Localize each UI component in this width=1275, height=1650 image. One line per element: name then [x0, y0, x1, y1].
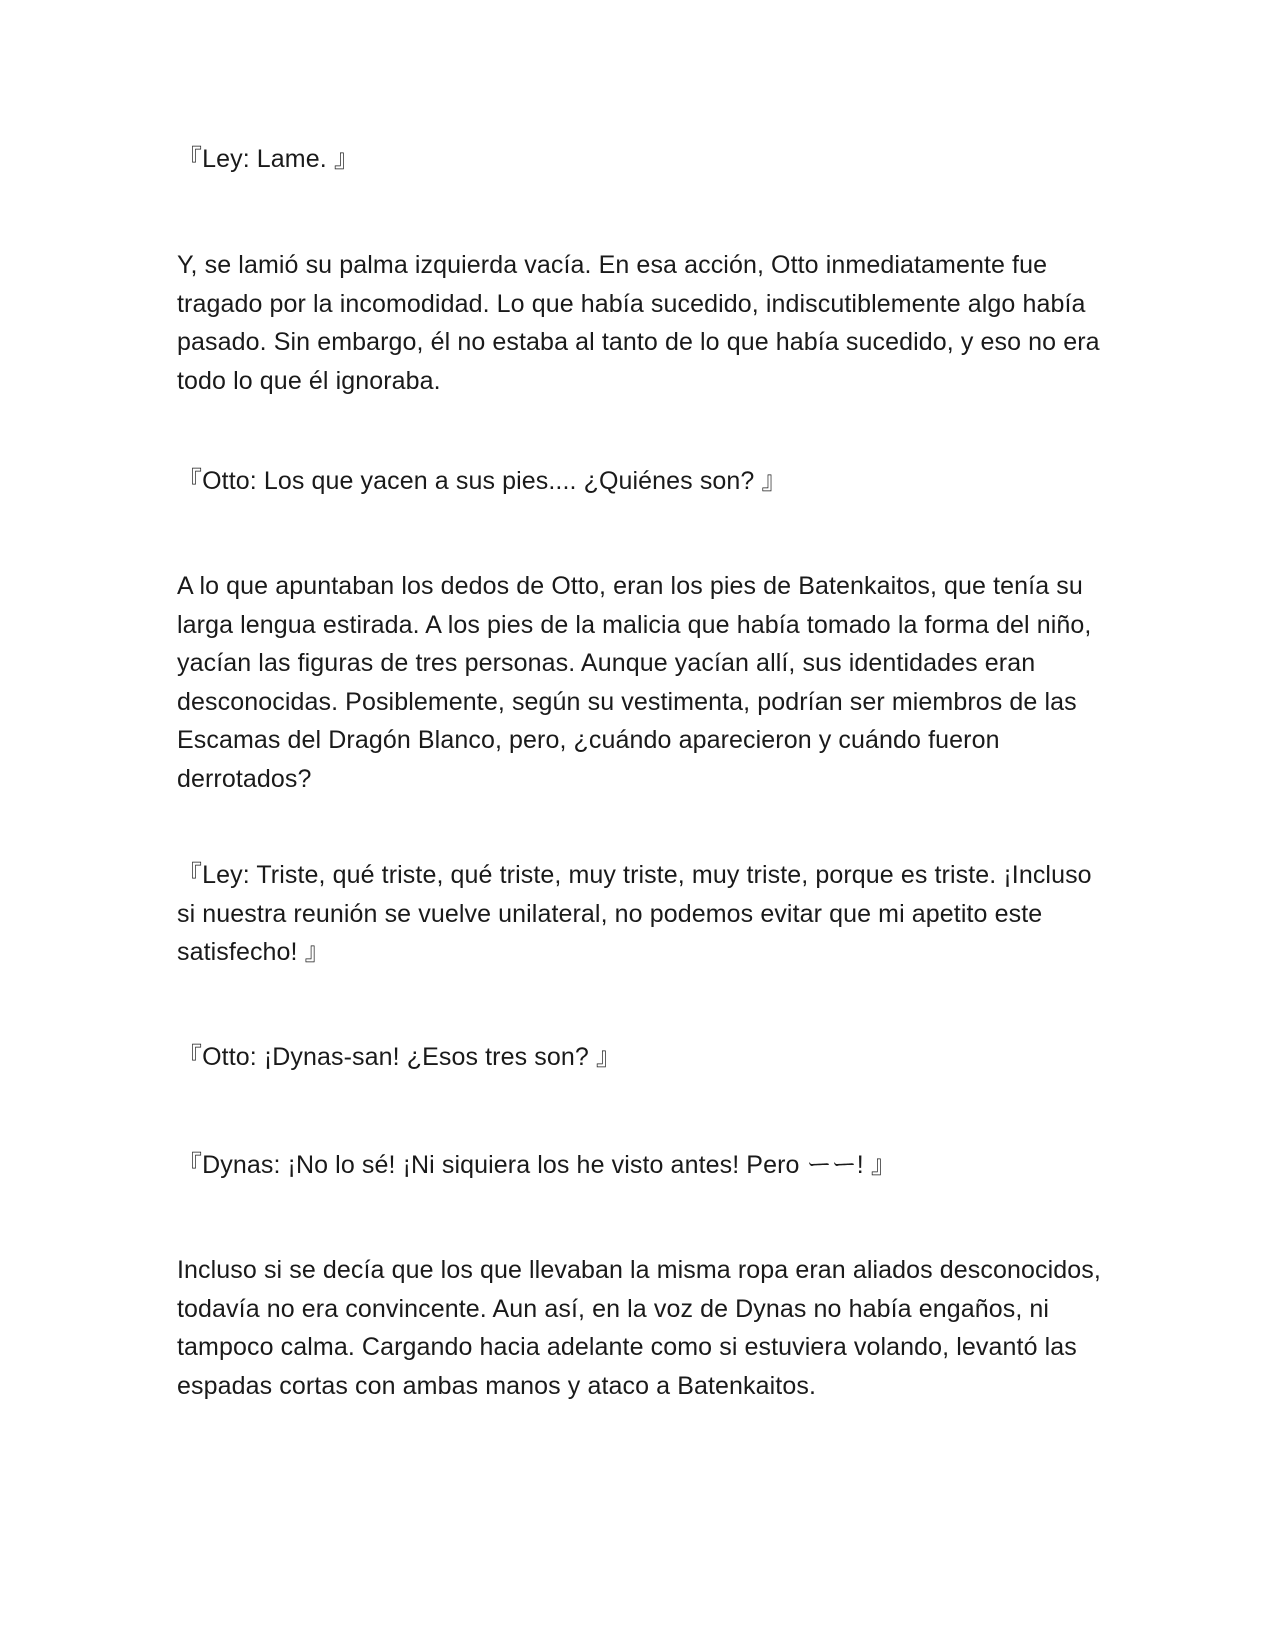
- narration-paragraph-1: Y, se lamió su palma izquierda vacía. En esa acción, Otto inmediatamente fue tragado por la incomodidad. Lo que había sucedido, indiscutiblemente algo había pasado. Sin embargo, él no estaba al tanto de lo que había sucedido, y eso no era todo lo que él ignoraba.: [177, 251, 1100, 395]
- dialogue-otto-dynas: 『Otto: ¡Dynas-san! ¿Esos tres son? 』: [177, 1043, 622, 1071]
- dialogue-dynas: 『Dynas: ¡No lo sé! ¡Ni siquiera los he visto antes! Pero ーー! 』: [177, 1151, 896, 1179]
- narration-paragraph-3: Incluso si se decía que los que llevaban la misma ropa eran aliados desconocidos, todavía no era convincente. Aun así, en la voz de Dynas no había engaños, ni tampoco calma. Cargando hacia adelante como si estuviera volando, levantó las espadas cortas con ambas manos y ataco a Batenkaitos.: [177, 1256, 1101, 1400]
- narration-paragraph-2: A lo que apuntaban los dedos de Otto, eran los pies de Batenkaitos, que tenía su larga lengua estirada. A los pies de la malicia que había tomado la forma del niño, yacían las figuras de tres personas. Aunque yacían allí, sus identidades eran desconocidas. Posiblemente, según su vestimenta, podrían ser miembros de las Escamas del Dragón Blanco, pero, ¿cuándo aparecieron y cuándo fueron derrotados?: [177, 572, 1092, 793]
- dialogue-ley-triste: 『Ley: Triste, qué triste, qué triste, muy triste, muy triste, porque es triste. ¡Incluso si nuestra reunión se vuelve unilateral, no podemos evitar que mi apetito este satisfecho! 』: [177, 861, 1099, 966]
- dialogue-ley-lame: 『Ley: Lame. 』: [177, 145, 359, 173]
- dialogue-otto-question: 『Otto: Los que yacen a sus pies.... ¿Quiénes son? 』: [177, 467, 787, 495]
